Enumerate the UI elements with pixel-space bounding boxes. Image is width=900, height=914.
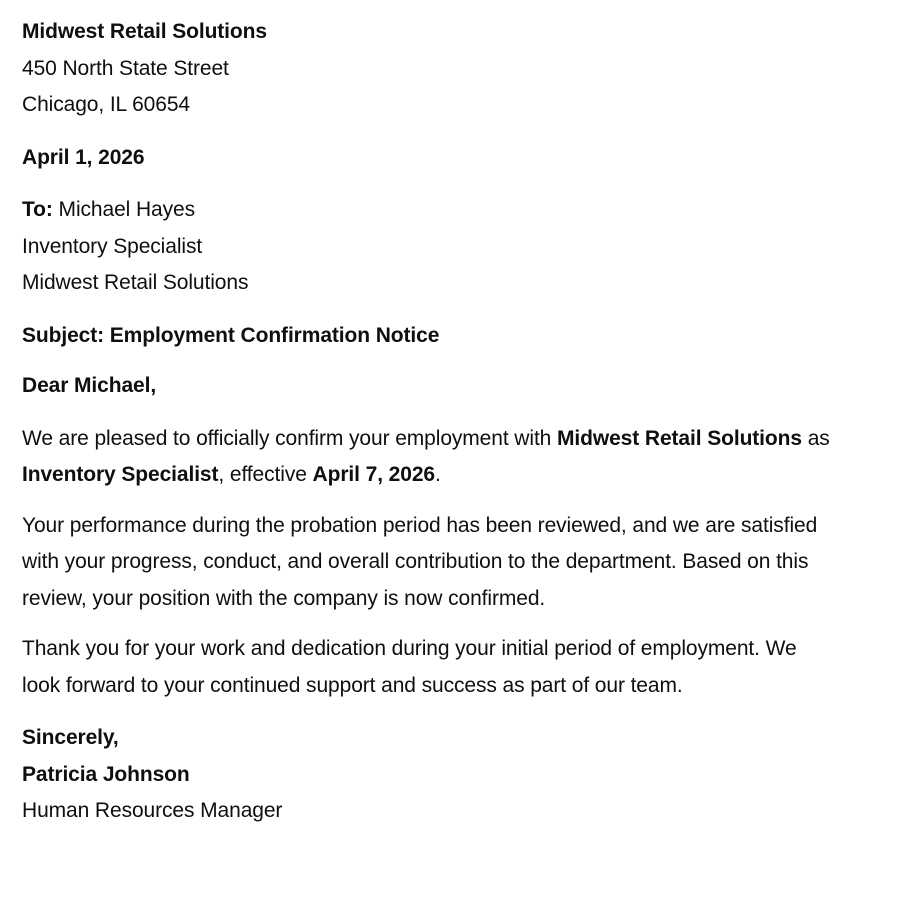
salutation: Dear Michael,: [22, 374, 157, 397]
p1-emphasis-effective-date: April 7, 2026: [312, 463, 435, 486]
signer-title: Human Resources Manager: [22, 799, 283, 822]
body-paragraph-3: Thank you for your work and dedication during your initial period of employment. We look forward to your continued support and success as part of our team.: [22, 637, 797, 697]
body-paragraph-1: [22, 421, 840, 494]
valediction: Sincerely,: [22, 726, 119, 749]
p1-emphasis-company: Midwest Retail Solutions: [557, 426, 802, 450]
recipient-name: Michael Hayes: [58, 198, 195, 221]
sender-city-state-zip: Chicago, IL 60654: [22, 93, 190, 116]
subject-line: Subject: Employment Confirmation Notice: [22, 323, 440, 347]
recipient-title: Inventory Specialist: [22, 234, 203, 258]
subject-block: [22, 318, 860, 355]
p1-segment-4: .: [434, 463, 441, 486]
recipient-company: Midwest Retail Solutions: [22, 271, 249, 294]
p1-segment-1: We are pleased to officially confirm your employment with: [22, 426, 557, 450]
closing-block: [22, 720, 860, 830]
date-block: [22, 140, 860, 177]
signer-name: Patricia Johnson: [22, 762, 190, 786]
salutation-block: [22, 368, 860, 405]
recipient-block: [22, 192, 860, 302]
sender-company: Midwest Retail Solutions: [22, 20, 267, 43]
p1-segment-3: , effective: [218, 463, 313, 486]
p1-emphasis-job-title: Inventory Specialist: [22, 463, 219, 486]
body-paragraph-2: Your performance during the probation period has been reviewed, and we are satisfied with your progress, conduct, and overall contribution to the department. Based on this review, your position with the company is now confirmed.: [22, 513, 818, 610]
to-label: To:: [22, 198, 53, 221]
p1-segment-2: as: [801, 426, 830, 450]
sender-block: [22, 14, 860, 124]
letter-date: April 1, 2026: [22, 145, 145, 169]
sender-street: 450 North State Street: [22, 56, 229, 80]
recipient-name-line: [22, 192, 860, 229]
